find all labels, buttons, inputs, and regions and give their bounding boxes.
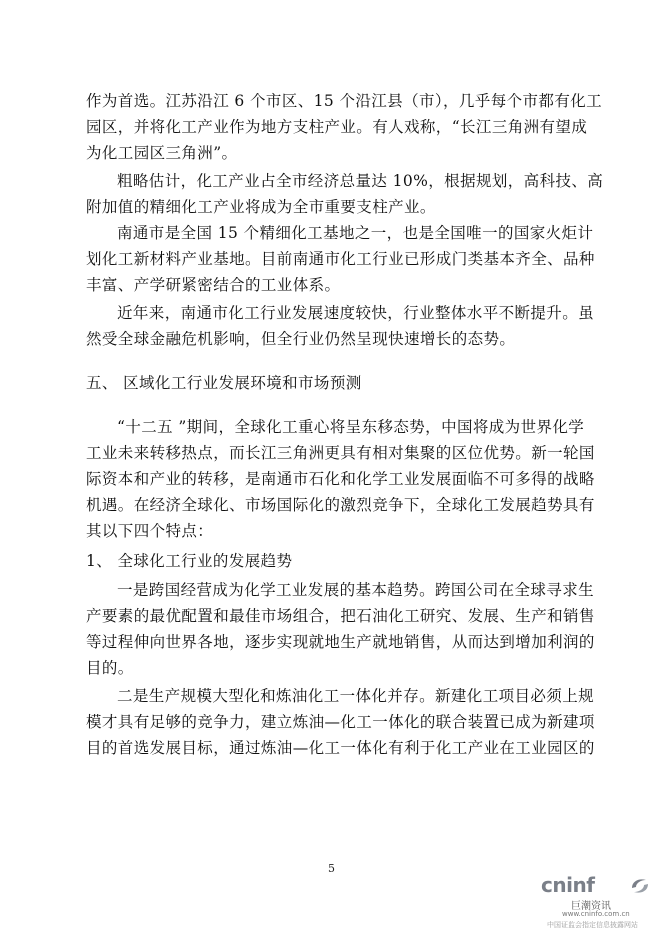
text-line: 模才具有足够的竞争力，建立炼油—化工一体化的联合装置已成为新建项 xyxy=(86,713,595,731)
text-line: 附加值的精细化工产业将成为全市重要支柱产业。 xyxy=(86,198,436,216)
logo-url: www.cninfo.com.cn xyxy=(562,910,630,918)
logo-tagline: 中国证监会指定信息披露网站 xyxy=(547,921,638,929)
text-line: 丰富、产学研紧密结合的工业体系。 xyxy=(86,276,341,294)
text-line: 1、 全球化工行业的发展趋势 xyxy=(86,552,293,570)
text-line: 目的首选发展目标，通过炼油—化工一体化有利于化工产业在工业园区的 xyxy=(86,739,595,757)
text-line: 目的。 xyxy=(86,659,134,677)
cninfo-logo xyxy=(541,873,661,933)
text-line: 二是生产规模大型化和炼油化工一体化并存。新建化工项目必须上规 xyxy=(117,687,595,705)
text-line: 一是跨国经营成为化学工业发展的基本趋势。跨国公司在全球寻求生 xyxy=(117,581,595,599)
text-line: 南通市是全国 15 个精细化工基地之一，也是全国唯一的国家火炬计 xyxy=(117,224,594,242)
paragraph-3 xyxy=(86,220,595,298)
section-heading xyxy=(86,370,586,396)
text-line: 粗略估计，化工产业占全市经济总量达 10%，根据规划，高科技、高 xyxy=(117,172,604,190)
text-line: 划化工新材料产业基地。目前南通市化工行业已形成门类基本齐全、品种 xyxy=(86,250,595,268)
text-line: 近年来，南通市化工行业发展速度较快，行业整体水平不断提升。虽 xyxy=(117,304,595,322)
text-line: 五、 区域化工行业发展环境和市场预测 xyxy=(86,374,362,392)
text-line: 园区，并将化工产业作为地方支柱产业。有人戏称，“长江三角洲有望成 xyxy=(86,118,588,136)
paragraph-6 xyxy=(86,577,595,681)
text-line: 其以下四个特点： xyxy=(86,522,214,540)
cninfo-swirl-icon xyxy=(629,876,651,900)
text-line: 产要素的最优配置和最佳市场组合，把石油化工研究、发展、生产和销售 xyxy=(86,607,595,625)
subsection-heading xyxy=(86,548,586,574)
text-line: 然受全球金融危机影响，但全行业仍然呈现快速增长的态势。 xyxy=(86,330,516,348)
text-line: 等过程伸向世界各地，逐步实现就地生产就地销售，从而达到增加利润的 xyxy=(86,633,595,651)
text-line: 工业未来转移热点，而长江三角洲更具有相对集聚的区位优势。新一轮国 xyxy=(86,444,595,462)
paragraph-1 xyxy=(86,88,603,166)
logo-brand-text: cninf xyxy=(541,873,595,897)
paragraph-5 xyxy=(86,414,595,544)
logo-chinese-name: 巨潮资讯 xyxy=(571,901,611,912)
paragraph-7 xyxy=(86,683,595,761)
text-line: 际资本和产业的转移，是南通市石化和化学工业发展面临不可多得的战略 xyxy=(86,470,595,488)
text-line: 作为首选。江苏沿江 6 个市区、15 个沿江县（市），几乎每个市都有化工 xyxy=(86,92,603,110)
text-line: 为化工园区三角洲”。 xyxy=(86,144,238,162)
page-number: 5 xyxy=(328,862,335,875)
paragraph-4 xyxy=(86,300,595,352)
text-line: “十二五 ”期间，全球化工重心将呈东移态势，中国将成为世界化学 xyxy=(117,418,585,436)
paragraph-2 xyxy=(86,168,604,220)
text-line: 机遇。在经济全球化、市场国际化的激烈竞争下，全球化工发展趋势具有 xyxy=(86,496,595,514)
